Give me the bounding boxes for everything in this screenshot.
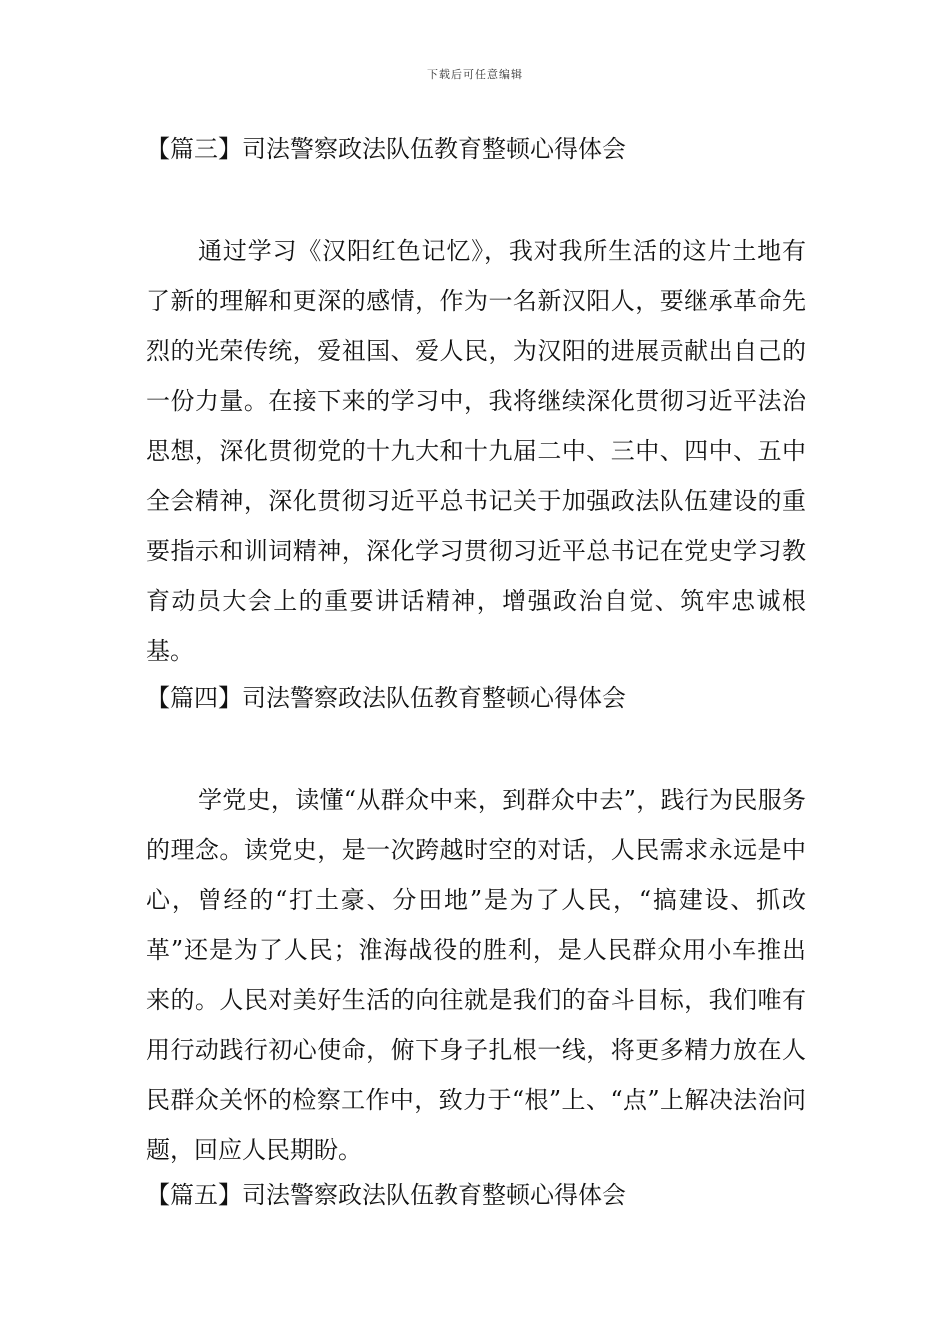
section-body-4: 学党史，读懂“从群众中来，到群众中去”，践行为民服务的理念。读党史，是一次跨越时空的对话，人民需求永远是中心，曾经的“打土豪、分田地”是为了人民，“搞建设、抓改革”还是为了人民；淮海战役的胜利，是人民群众用小车推出来的。人民对美好生活的向往就是我们的奋斗目标，我们唯有用行动践行初心使命，俯下身子扎根一线，将更多精力放在人民群众关怀的检察工作中，致力于“根”上、“点”上解决法治问题，回应人民期盼。 (146, 786, 806, 1164)
header-note: 下载后可任意编辑 (427, 68, 523, 81)
section-heading-5: 【篇五】司法警察政法队伍教育整顿心得体会 (146, 1181, 626, 1209)
section-heading-4: 【篇四】司法警察政法队伍教育整顿心得体会 (146, 684, 626, 712)
section-heading-3: 【篇三】司法警察政法队伍教育整顿心得体会 (146, 135, 626, 163)
section-body-3: 通过学习《汉阳红色记忆》，我对我所生活的这片土地有了新的理解和更深的感情，作为一名新汉阳人，要继承革命先烈的光荣传统，爱祖国、爱人民，为汉阳的进展贡献出自己的一份力量。在接下来的学习中，我将继续深化贯彻习近平法治思想，深化贯彻党的十九大和十九届二中、三中、四中、五中全会精神，深化贯彻习近平总书记关于加强政法队伍建设的重要指示和训词精神，深化学习贯彻习近平总书记在党史学习教育动员大会上的重要讲话精神，增强政治自觉、筑牢忠诚根基。 (146, 237, 806, 665)
